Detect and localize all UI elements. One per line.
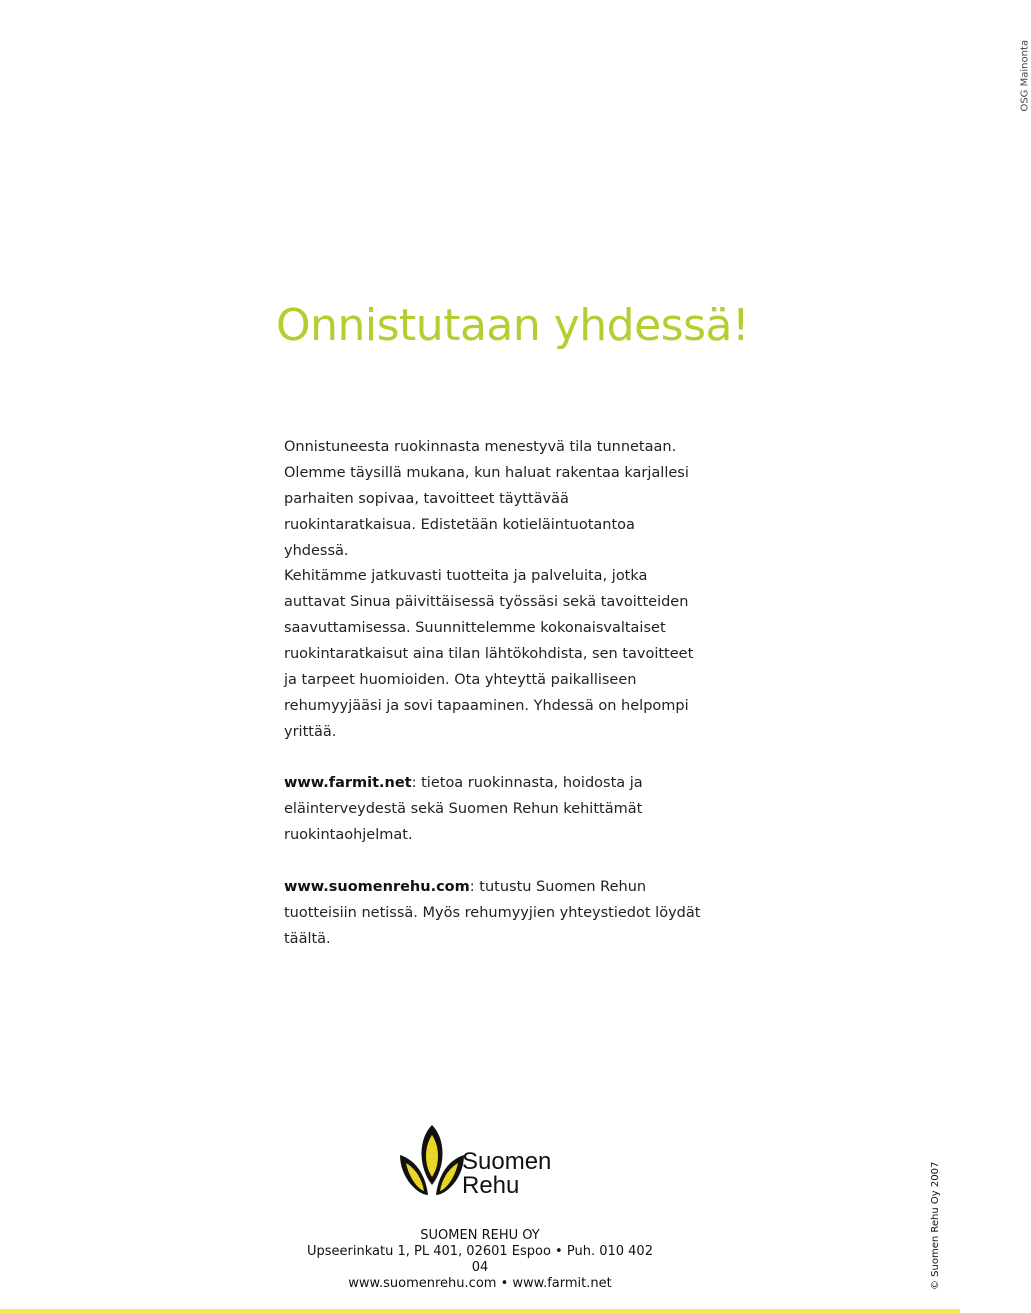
suomenrehu-description: : tutustu Suomen Rehun tuotteisiin netissä. Myös rehumyyjien yhteystiedot löydät täältä. xyxy=(284,879,701,947)
farmit-paragraph xyxy=(284,770,704,848)
services-paragraph: Kehitämme jatkuvasti tuotteita ja palveluita, jotka auttavat Sinua päivittäisessä työssäsi sekä tavoitteiden saavuttamisessa. Suunnittelemme kokonaisvaltaiset ruokintaratkaisut aina tilan lähtökohdista, sen tavoitteet ja tarpeet huomioiden. Ota yhteyttä paikalliseen rehumyyjääsi ja sovi tapaaminen. Yhdessä on helpompi yrittää. xyxy=(284,568,694,740)
company-name: SUOMEN REHU OY xyxy=(420,1228,540,1243)
suomenrehu-paragraph xyxy=(284,874,704,952)
logo-line-2: Rehu xyxy=(462,1172,520,1199)
farmit-link[interactable]: www.farmit.net xyxy=(284,775,412,791)
logo-wordmark xyxy=(462,1150,551,1198)
wheat-leaf-icon xyxy=(400,1125,464,1195)
bottom-accent-rule xyxy=(0,1309,960,1313)
company-address xyxy=(300,1228,660,1292)
headline: Onnistutaan yhdessä! xyxy=(276,300,750,351)
logo-line-1: Suomen xyxy=(462,1148,552,1175)
web-addresses: www.suomenrehu.com • www.farmit.net xyxy=(348,1276,612,1291)
street-address: Upseerinkatu 1, PL 401, 02601 Espoo • Puh. 010 402 04 xyxy=(307,1244,653,1275)
copyright-text: © Suomen Rehu Oy 2007 xyxy=(930,1161,941,1290)
copyright-notice xyxy=(924,1161,944,1292)
agency-credit: OSG Mainonta xyxy=(1020,40,1031,112)
suomenrehu-link[interactable]: www.suomenrehu.com xyxy=(284,879,470,895)
farmit-description: : tietoa ruokinnasta, hoidosta ja eläinterveydestä sekä Suomen Rehun kehittämät ruokintaohjelmat. xyxy=(284,775,643,843)
intro-paragraph: Onnistuneesta ruokinnasta menestyvä tila tunnetaan. Olemme täysillä mukana, kun haluat rakentaa karjallesi parhaiten sopivaa, tavoitteet täyttävää ruokintaratkaisua. Edistetään kotieläintuotantoa yhdessä. xyxy=(284,439,689,559)
